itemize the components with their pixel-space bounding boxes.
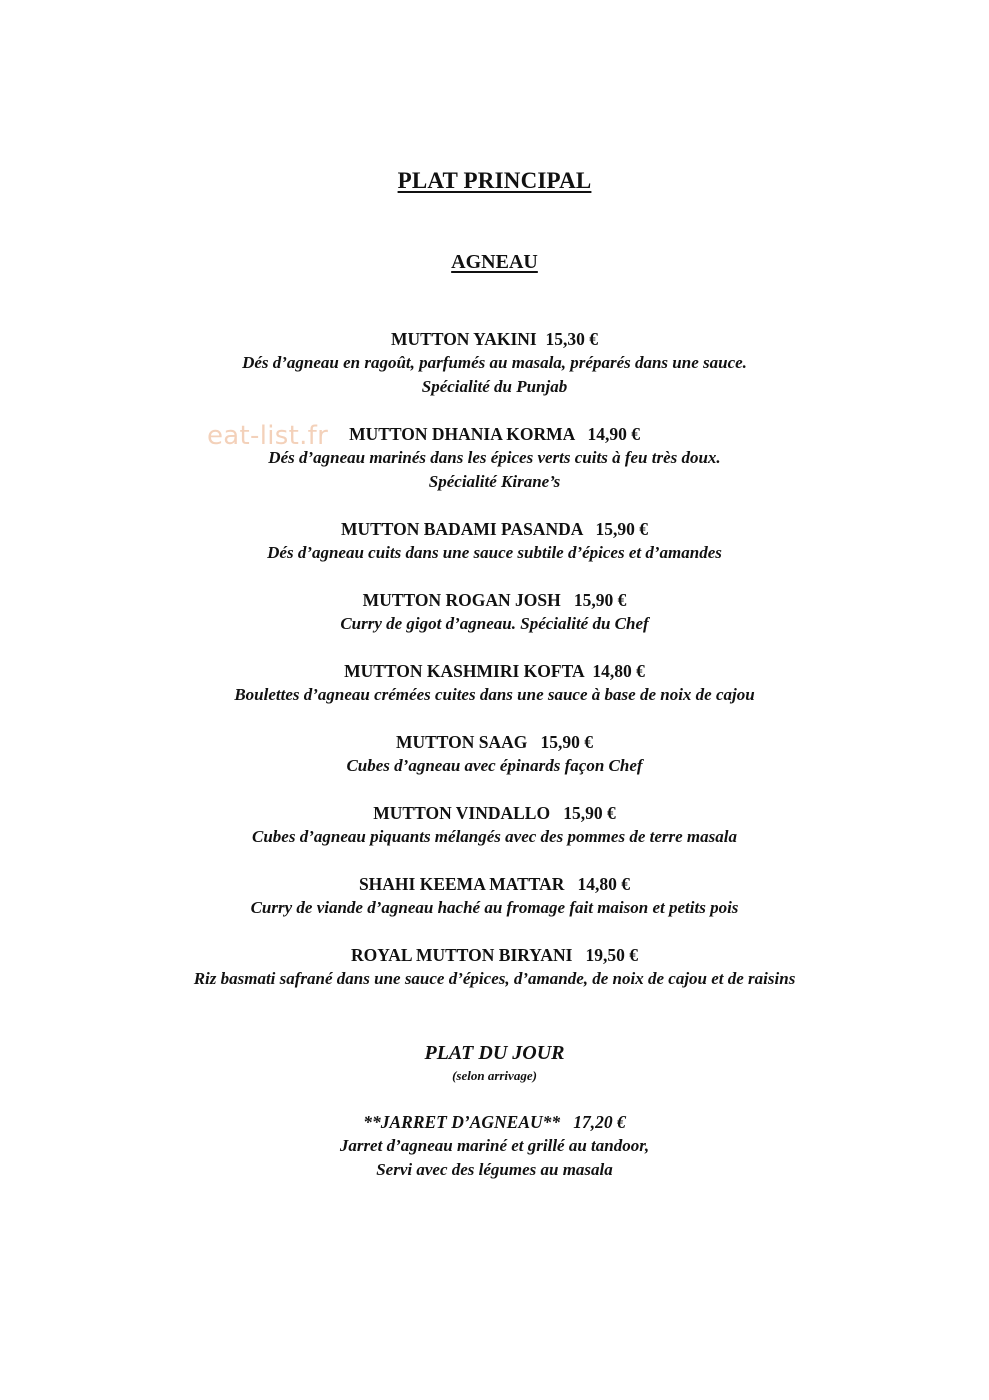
menu-item-heading: [0, 422, 989, 446]
menu-item: [0, 327, 989, 399]
menu-item-description: Curry de gigot d’agneau. Spécialité du Chef: [340, 614, 649, 633]
menu-item-description: Dés d’agneau marinés dans les épices verts cuits à feu très doux.: [268, 448, 721, 467]
plat-du-jour-item-name: **JARRET D’AGNEAU**: [363, 1112, 561, 1132]
plat-du-jour-subtitle: (selon arrivage): [452, 1068, 537, 1083]
menu-item: [0, 659, 989, 707]
menu-item: [0, 588, 989, 636]
menu-item-price: 15,90 €: [563, 803, 616, 823]
menu-item-name: MUTTON SAAG: [395, 732, 528, 752]
menu-item-name: MUTTON ROGAN JOSH: [362, 590, 561, 610]
plat-du-jour-title: PLAT DU JOUR: [424, 1042, 565, 1064]
menu-item-description: Dés d’agneau cuits dans une sauce subtile d’épices et d’amandes: [267, 543, 722, 562]
plat-du-jour-description: Jarret d’agneau mariné et grillé au tandoor,: [339, 1136, 650, 1155]
menu-item-name: MUTTON YAKINI: [391, 329, 537, 349]
plat-du-jour-section: [0, 1040, 989, 1086]
menu-item-heading: [0, 872, 989, 896]
menu-item: [0, 801, 989, 849]
menu-item-heading: [0, 730, 989, 754]
menu-item-heading: [0, 588, 989, 612]
menu-items-list: [0, 327, 989, 1014]
menu-item: [0, 517, 989, 565]
menu-item: [0, 872, 989, 920]
menu-item-price: 15,90 €: [595, 519, 649, 539]
menu-item-heading: [0, 517, 989, 541]
plat-du-jour-heading: [0, 1110, 989, 1134]
menu-item-price: 14,80 €: [592, 661, 645, 681]
menu-item-description: Cubes d’agneau piquants mélangés avec des pommes de terre masala: [252, 827, 737, 846]
menu-item-price: 14,80 €: [577, 874, 631, 894]
page-title: PLAT PRINCIPAL: [397, 168, 592, 193]
menu-item-price: 19,50 €: [585, 945, 639, 965]
menu-item: [0, 422, 989, 494]
menu-item-name: SHAHI KEEMA MATTAR: [358, 874, 565, 894]
menu-item-price: 15,30 €: [545, 329, 598, 349]
menu-item-price: 14,90 €: [587, 424, 640, 444]
menu-item-heading: [0, 327, 989, 351]
menu-item-description: Dés d’agneau en ragoût, parfumés au masala, préparés dans une sauce.: [242, 353, 747, 372]
menu-item-name: MUTTON DHANIA KORMA: [349, 424, 575, 444]
menu-item-heading: [0, 801, 989, 825]
menu-item-name: MUTTON BADAMI PASANDA: [340, 519, 583, 539]
plat-du-jour-item: [0, 1110, 989, 1182]
section-title-agneau: AGNEAU: [451, 251, 538, 273]
menu-item-heading: [0, 659, 989, 683]
menu-item-description: Cubes d’agneau avec épinards façon Chef: [346, 756, 643, 775]
menu-item: [0, 730, 989, 778]
plat-du-jour-description: Servi avec des légumes au masala: [376, 1160, 613, 1179]
menu-item-name: MUTTON VINDALLO: [373, 803, 551, 823]
menu-item-heading: [0, 943, 989, 967]
menu-item-price: 15,90 €: [540, 732, 594, 752]
menu-item-description: Riz basmati safrané dans une sauce d’épices, d’amande, de noix de cajou et de raisins: [193, 969, 796, 988]
menu-item-description: Curry de viande d’agneau haché au fromage fait maison et petits pois: [250, 898, 739, 917]
menu-item: [0, 943, 989, 991]
menu-item-name: ROYAL MUTTON BIRYANI: [350, 945, 573, 965]
plat-du-jour-item-price: 17,20 €: [573, 1112, 626, 1132]
menu-item-description: Spécialité Kirane’s: [428, 472, 561, 491]
watermark: eat-list.fr: [207, 421, 329, 451]
menu-item-name: MUTTON KASHMIRI KOFTA: [344, 661, 584, 681]
menu-item-price: 15,90 €: [573, 590, 627, 610]
menu-item-description: Spécialité du Punjab: [421, 377, 568, 396]
menu-item-description: Boulettes d’agneau crémées cuites dans une sauce à base de noix de cajou: [234, 685, 755, 704]
